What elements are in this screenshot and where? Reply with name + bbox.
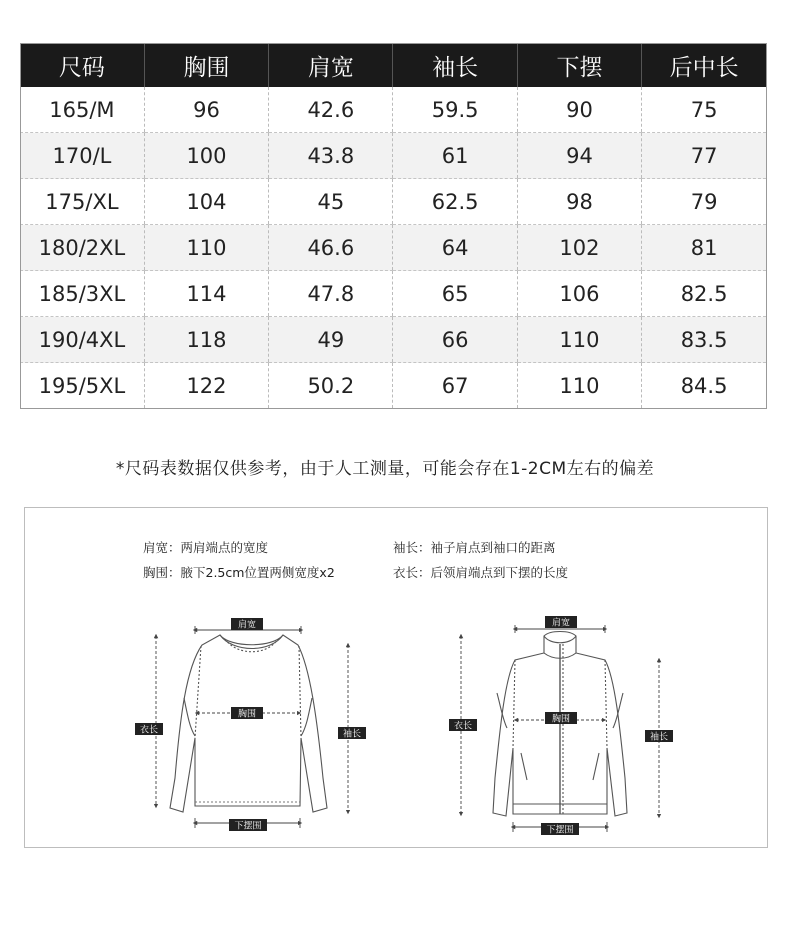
cell-shoulder: 47.8 (269, 271, 393, 317)
definition-shoulder: 肩宽：两肩端点的宽度 (143, 540, 269, 555)
measurement-note: *尺码表数据仅供参考，由于人工测量，可能会存在1-2CM左右的偏差 (115, 459, 655, 479)
sweater-tag-hem: 下摆围 (234, 821, 262, 832)
cell-shoulder: 45 (269, 179, 393, 225)
header-sleeve: 袖长 (393, 43, 517, 87)
cell-size: 185/3XL (20, 271, 144, 317)
cell-length: 77 (642, 133, 766, 179)
size-row (20, 271, 766, 317)
cell-hem: 106 (517, 271, 641, 317)
cell-chest: 122 (144, 363, 268, 409)
header-shoulder: 肩宽 (269, 43, 393, 87)
sweater-tag-chest: 胸围 (237, 709, 257, 720)
cell-hem: 90 (517, 87, 641, 133)
cell-sleeve: 59.5 (393, 87, 517, 133)
cell-length: 79 (642, 179, 766, 225)
sweater-tag-sleeve: 袖长 (342, 729, 362, 740)
size-row (20, 225, 766, 271)
cell-hem: 110 (517, 363, 641, 409)
cell-hem: 98 (517, 179, 641, 225)
cell-hem: 110 (517, 317, 641, 363)
cell-size: 175/XL (20, 179, 144, 225)
jacket-tag-hem: 下摆围 (546, 825, 574, 836)
cell-length: 84.5 (642, 363, 766, 409)
sweater-outline (170, 635, 327, 812)
header-size: 尺码 (20, 43, 144, 87)
size-table-header-row (20, 43, 766, 87)
cell-shoulder: 49 (269, 317, 393, 363)
header-length: 后中长 (642, 43, 766, 87)
cell-size: 170/L (20, 133, 144, 179)
sweater-drawing (170, 635, 327, 812)
cell-length: 83.5 (642, 317, 766, 363)
cell-sleeve: 61 (393, 133, 517, 179)
cell-size: 190/4XL (20, 317, 144, 363)
size-row (20, 133, 766, 179)
cell-hem: 102 (517, 225, 641, 271)
size-row (20, 179, 766, 225)
sweater-tags (135, 618, 366, 832)
cell-length: 81 (642, 225, 766, 271)
cell-chest: 96 (144, 87, 268, 133)
cell-chest: 110 (144, 225, 268, 271)
cell-chest: 100 (144, 133, 268, 179)
cell-hem: 94 (517, 133, 641, 179)
cell-shoulder: 43.8 (269, 133, 393, 179)
cell-length: 75 (642, 87, 766, 133)
cell-shoulder: 46.6 (269, 225, 393, 271)
cell-length: 82.5 (642, 271, 766, 317)
cell-sleeve: 67 (393, 363, 517, 409)
header-hem: 下摆 (517, 43, 641, 87)
cell-shoulder: 42.6 (269, 87, 393, 133)
sweater-tag-length: 衣长 (139, 725, 159, 736)
cell-chest: 104 (144, 179, 268, 225)
cell-sleeve: 66 (393, 317, 517, 363)
definition-chest: 胸围：腋下2.5cm位置两侧宽度x2 (143, 565, 335, 580)
jacket-tag-chest: 胸围 (551, 714, 571, 725)
size-row (20, 87, 766, 133)
jacket-tag-length: 衣长 (453, 721, 473, 732)
size-table (20, 43, 766, 409)
definition-sleeve: 袖长：袖子肩点到袖口的距离 (393, 540, 556, 555)
jacket-tag-sleeve: 袖长 (649, 732, 669, 743)
cell-size: 195/5XL (20, 363, 144, 409)
cell-chest: 118 (144, 317, 268, 363)
size-row (20, 317, 766, 363)
size-row (20, 363, 766, 409)
cell-sleeve: 62.5 (393, 179, 517, 225)
definition-length: 衣长：后领肩端点到下摆的长度 (393, 565, 569, 580)
cell-shoulder: 50.2 (269, 363, 393, 409)
sweater-tag-shoulder: 肩宽 (237, 620, 257, 631)
cell-sleeve: 65 (393, 271, 517, 317)
jacket-tag-shoulder: 肩宽 (551, 618, 571, 629)
cell-chest: 114 (144, 271, 268, 317)
cell-size: 180/2XL (20, 225, 144, 271)
cell-sleeve: 64 (393, 225, 517, 271)
measurement-diagram (24, 507, 768, 848)
cell-size: 165/M (20, 87, 144, 133)
header-chest: 胸围 (144, 43, 268, 87)
jacket-tags (449, 616, 673, 836)
garment-drawings (25, 508, 767, 847)
